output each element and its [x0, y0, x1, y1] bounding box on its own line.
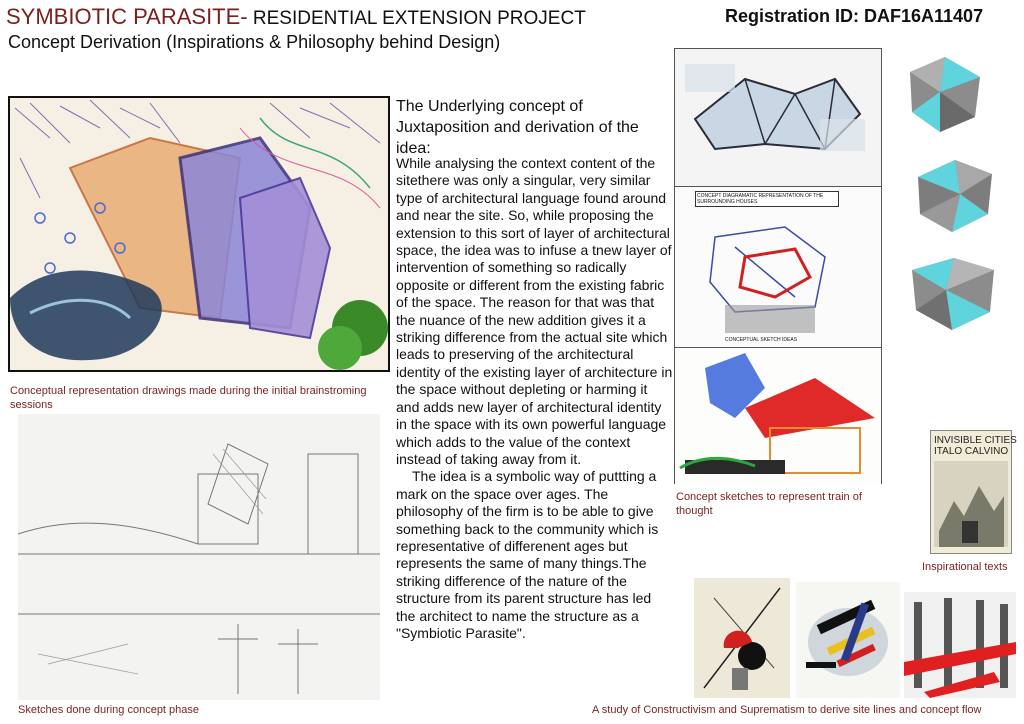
polyhedron-model [906, 250, 1000, 335]
polyhedron-2 [910, 152, 1000, 237]
book-title: INVISIBLE CITIES [934, 435, 1017, 446]
polyhedron-1 [900, 52, 990, 137]
polyhedron-3 [906, 250, 1000, 335]
caption-inspirational: Inspirational texts [922, 561, 1008, 573]
book-cover [930, 430, 1017, 554]
diagram-label: CONCEPT DIAGRAMATIC REPRESENTATION OF THE SURROUNDING HOUSES [695, 191, 839, 207]
geometric-roof-sketch [675, 49, 881, 186]
sketch-column [674, 48, 882, 484]
sketch-ideas-label: CONCEPTUAL SKETCH IDEAS [725, 337, 798, 343]
pencil-sketch-illustration [18, 414, 380, 700]
page-subtitle: Concept Derivation (Inspirations & Philosophy behind Design) [8, 32, 501, 52]
colored-house-sketch [675, 348, 881, 484]
suprematism-illustration [796, 582, 900, 698]
constructivism-art-1 [694, 578, 790, 698]
polyhedron-model [900, 52, 990, 137]
concept-paragraph-1: While analysing the context content of the sitethere was only a singular, very similar type of architectural language found around and near the site. So, while proposing the extension to this sort of layer of architectural space, the idea was to infuse a tnew layer of intervention of something so radically opposite or different from the existing fabric of the space. The reason for that was that the nuance of the new addition gives it a striking difference from the actual site which leads to preserving of the architectural identity of the existing layer of architecture in the space without depleting or harming it and adds new layer of architectural identity in the space with its own powerful language which adds to the value of the context instead of taking away from it. [396, 155, 673, 467]
polyhedron-model [910, 152, 1000, 237]
book-cover-illustration [934, 461, 1008, 547]
book-author: ITALO CALVINO [934, 446, 1009, 457]
brainstorm-illustration [10, 98, 388, 370]
caption-train: Concept sketches to represent train of thought [676, 491, 862, 517]
sketch-3 [675, 348, 881, 484]
constructivism-art-2 [904, 592, 1016, 698]
registration-id: Registration ID: DAF16A11407 [725, 6, 984, 26]
house-diagram-sketch [675, 187, 881, 347]
concept-body [396, 155, 674, 642]
caption-constructivism: A study of Constructivism and Suprematism to derive site lines and concept flow [592, 704, 982, 716]
sketch-2 [675, 187, 881, 348]
sketch-1 [675, 49, 881, 187]
red-structure-illustration [904, 592, 1016, 698]
project-title [6, 4, 586, 30]
caption-sketches: Sketches done during concept phase [18, 704, 200, 716]
concept-paragraph-2: The idea is a symbolic way of puttting a mark on the space over ages. The philosophy of the firm is to be able to give something back to the community which is representative of differenent ages but represents the samе of many things.The striking difference of the nature of the structure from its parent structure has led the architect to name the structure as a "Symbiotic Parasite". [396, 468, 659, 641]
pencil-sketch [18, 414, 380, 700]
project-title-main: SYMBIOTIC PARASITE- [6, 4, 248, 29]
caption-brainstorm: Conceptual representation drawings made during the initial brainstroming sessions [10, 385, 367, 411]
concept-heading: The Underlying concept of Juxtaposition and derivation of the idea: [396, 98, 639, 157]
constructivism-illustration [694, 578, 790, 698]
brainstorm-drawing [8, 96, 390, 372]
suprematism-art-1 [796, 582, 900, 698]
project-title-sub: RESIDENTIAL EXTENSION PROJECT [247, 8, 586, 29]
